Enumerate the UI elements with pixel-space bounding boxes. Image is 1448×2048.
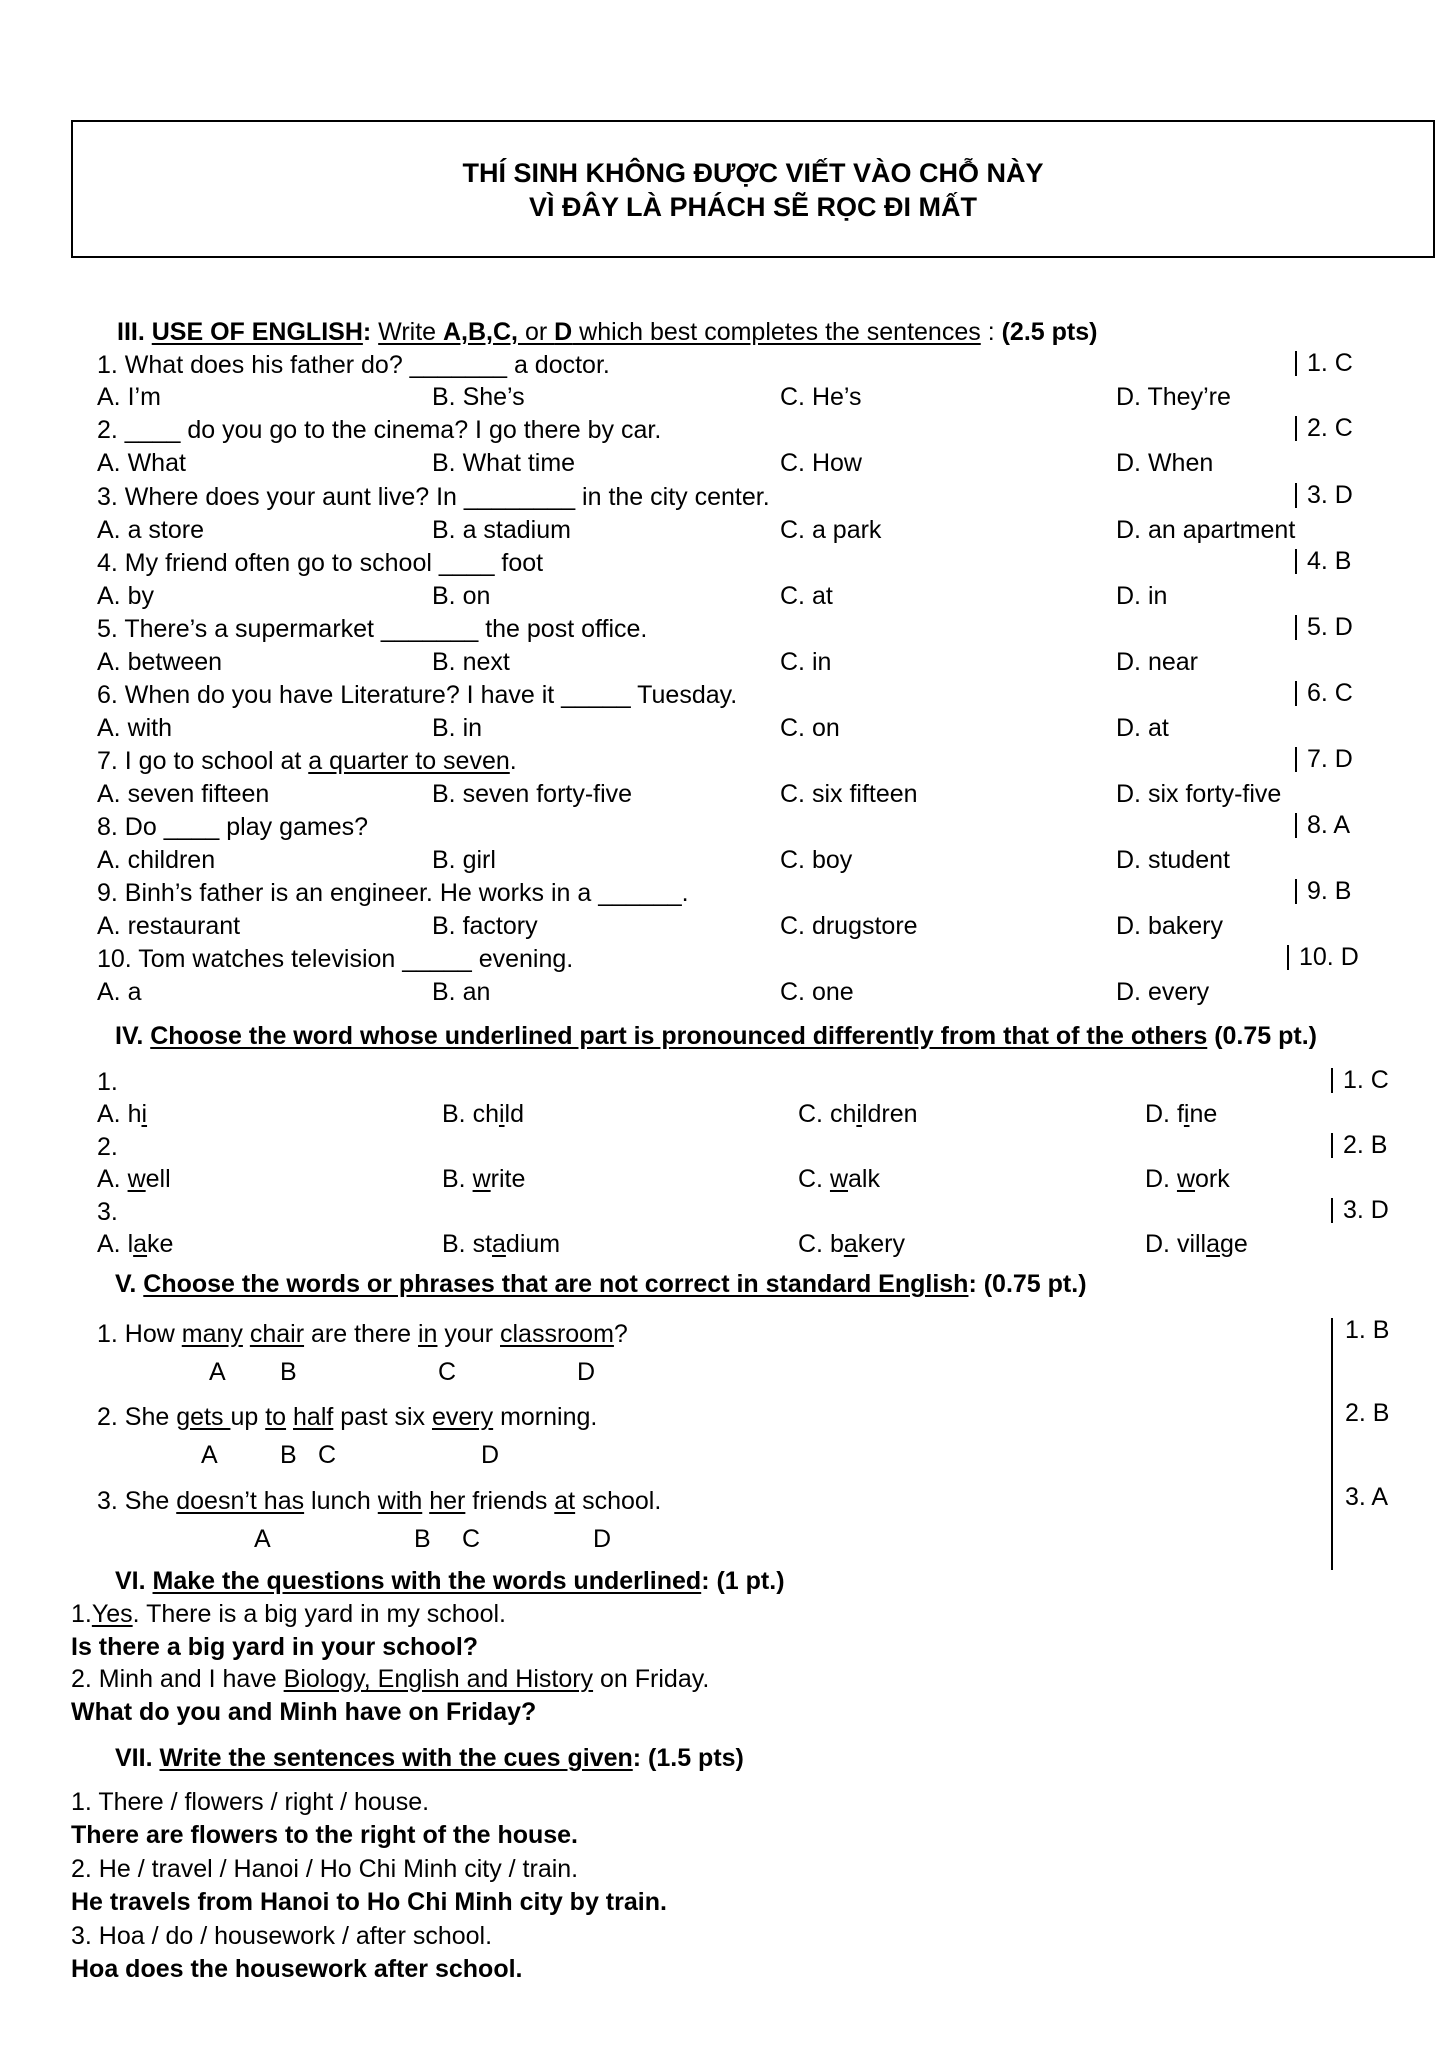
question-2: 2. ____ do you go to the cinema? I go there by car. [97,416,662,444]
pron-item-2-num: 2. [97,1133,118,1161]
s1-p1 [243,1320,250,1348]
pron-3a [97,1232,173,1257]
answer-4: 4. B [1295,549,1351,574]
pron-3d-pre: D. vill [1145,1230,1207,1258]
pron-1a [97,1102,147,1127]
s2-u4: every [431,1403,494,1431]
error-answer-3: 3. A [1345,1483,1389,1511]
option-2b: B. What time [432,449,576,477]
pron-3b-post: dium [505,1230,561,1258]
pron-1d-pre: D. f [1145,1100,1184,1128]
option-4d: D. in [1116,582,1168,610]
question-4: 4. My friend often go to school ____ foot [97,549,544,577]
sec7-answer-1-text: There are flowers to the right of the house. [71,1821,579,1849]
pron-3b-pre: B. st [442,1230,493,1258]
option-10a: A. a [97,978,142,1006]
pron-answer-2: 2. B [1331,1133,1387,1158]
s1-p0: 1. How [97,1320,182,1348]
pron-2a-post: ell [145,1165,171,1193]
s3-u1: doesn’t has [176,1487,305,1515]
option-9a: A. restaurant [97,912,241,940]
section-4-num: IV. [115,1022,144,1050]
s3-p1: lunch [304,1487,378,1515]
option-4c: C. at [780,582,833,610]
option-1b: B. She’s [432,383,525,411]
s3-letter-a: A [254,1525,271,1553]
s1-u4: classroom [500,1320,614,1348]
section-5-title: Choose the words or phrases that are not correct in standard English [143,1270,969,1298]
s1-p2: are there [304,1320,418,1348]
option-9b: B. factory [432,912,538,940]
pron-2a-pre: A. [97,1165,128,1193]
pron-1b-u: i [498,1100,505,1128]
sec7-answer-1 [71,1823,578,1848]
question-3: 3. Where does your aunt live? In ________ in the city center. [97,483,770,511]
option-6c: C. on [780,714,840,742]
s3-letter-d: D [593,1525,612,1553]
sec7-answer-3 [71,1957,522,1982]
answer-7: 7. D [1295,747,1353,772]
sec6-answer-2 [71,1700,536,1725]
sec6-answer-2-text: What do you and Minh have on Friday? [71,1698,537,1726]
option-10c: C. one [780,978,854,1006]
pron-2a [97,1167,171,1192]
instr-part-e: which best completes the sentences [572,318,981,346]
s1-letter-d: D [577,1358,596,1386]
pron-3c [798,1232,905,1257]
s2-p4: morning. [493,1403,598,1431]
header-line-1: THÍ SINH KHÔNG ĐƯỢC VIẾT VÀO CHỖ NÀY [462,158,1044,188]
pron-2d-post: ork [1195,1165,1230,1193]
option-7a: A. seven fifteen [97,780,270,808]
s1-letter-c: C [438,1358,457,1386]
sec6-q2-pre: 2. Minh and I have [71,1665,284,1693]
option-5c: C. in [780,648,832,676]
s2-p1: up [230,1403,266,1431]
section-3-heading [117,320,1097,345]
option-7c: C. six fifteen [780,780,918,808]
s2-p3: past six [333,1403,432,1431]
section-3-colon: : [362,318,372,346]
sec6-answer-1 [71,1635,478,1660]
answer-9: 9. B [1295,879,1351,904]
pron-item-1-num: 1. [97,1068,118,1096]
pron-2d-pre: D. [1145,1165,1177,1193]
instr-part-b: A,B,C, [443,318,518,346]
pron-2c-post: alk [848,1165,880,1193]
answer-6: 6. C [1295,681,1353,706]
section-5-heading [115,1272,1087,1297]
pron-2b [442,1167,525,1192]
pron-3b-u: a [492,1230,506,1258]
option-9d: D. bakery [1116,912,1223,940]
instr-part-d: D [554,318,573,346]
s2-u2: to [265,1403,287,1431]
option-6a: A. with [97,714,173,742]
pron-2c-u: w [829,1165,849,1193]
question-7-post: . [509,747,517,775]
option-3d: D. an apartment [1116,516,1296,544]
question-1: 1. What does his father do? _______ a doctor. [97,351,610,379]
pron-3c-pre: C. b [798,1230,844,1258]
sec7-answer-3-text: Hoa does the housework after school. [71,1955,523,1983]
s3-p3: friends [465,1487,555,1515]
pron-2c [798,1167,880,1192]
pron-3b [442,1232,560,1257]
s1-u3: in [418,1320,438,1348]
error-answer-1: 1. B [1345,1316,1390,1344]
section-5-answer-divider [1331,1318,1333,1570]
option-4b: B. on [432,582,491,610]
pron-2c-pre: C. [798,1165,830,1193]
instr-part-c: or [518,318,555,346]
option-6b: B. in [432,714,483,742]
option-10b: B. an [432,978,491,1006]
sec6-q1-pre: 1. [71,1600,92,1628]
section-3-num: III. [117,318,145,346]
error-sentence-1 [97,1322,628,1347]
option-6d: D. at [1116,714,1169,742]
option-8d: D. student [1116,846,1230,874]
section-7-num: VII. [115,1744,153,1772]
s3-p0: 3. She [97,1487,177,1515]
pron-1a-u: i [141,1100,148,1128]
pron-1d-post: ne [1189,1100,1218,1128]
section-7-heading [115,1746,744,1771]
section-7-points: : (1.5 pts) [632,1744,744,1772]
section-5-points: : (0.75 pt.) [968,1270,1087,1298]
option-4a: A. by [97,582,154,610]
pron-1a-pre: A. h [97,1100,142,1128]
s3-u2: with [377,1487,423,1515]
s1-u2: chair [249,1320,305,1348]
option-2c: C. How [780,449,862,477]
section-4-title: Choose the word whose underlined part is pronounced differently from that of the others [150,1022,1208,1050]
section-3-title: USE OF ENGLISH [151,318,363,346]
section-3-points: (2.5 pts) [1001,318,1098,346]
sec6-q2-underlined: Biology, English and History [283,1665,594,1693]
pron-3a-u: a [133,1230,148,1258]
question-7-pre: 7. I go to school at [97,747,309,775]
s2-letter-c: C [318,1441,337,1469]
error-sentence-2 [97,1405,597,1430]
s1-u1: many [181,1320,243,1348]
answer-1: 1. C [1295,351,1353,376]
pron-3a-post: ke [147,1230,174,1258]
s2-p2 [286,1403,293,1431]
error-sentence-3 [97,1489,661,1514]
section-7-title: Write the sentences with the cues given [159,1744,633,1772]
s3-u4: at [554,1487,576,1515]
s3-p4: school. [575,1487,662,1515]
section-3-instruction [378,318,981,346]
option-3c: C. a park [780,516,882,544]
sec7-cue-2: 2. He / travel / Hanoi / Ho Chi Minh city / train. [71,1855,579,1883]
question-7-underlined: a quarter to seven [308,747,510,775]
header-box [71,120,1435,258]
question-5: 5. There’s a supermarket _______ the post office. [97,615,648,643]
pron-answer-1: 1. C [1331,1068,1389,1093]
option-10d: D. every [1116,978,1210,1006]
s1-p3: your [437,1320,500,1348]
sec7-answer-2-text: He travels from Hanoi to Ho Chi Minh city by train. [71,1888,667,1916]
s1-letter-a: A [209,1358,226,1386]
answer-3: 3. D [1295,483,1353,508]
pron-1c-u: i [856,1100,862,1128]
s2-u3: half [293,1403,334,1431]
pron-1c [798,1102,918,1127]
pron-3c-post: kery [857,1230,905,1258]
option-1d: D. They’re [1116,383,1231,411]
option-1c: C. He’s [780,383,862,411]
section-4-heading [115,1024,1317,1049]
answer-2: 2. C [1295,416,1353,441]
section-5-num: V. [115,1270,137,1298]
s2-u1: gets [176,1403,231,1431]
pron-1c-pre: C. ch [798,1100,857,1128]
section-6-num: VI. [115,1567,146,1595]
option-5b: B. next [432,648,510,676]
pron-3d-post: ge [1220,1230,1248,1258]
pron-answer-3: 3. D [1331,1198,1389,1223]
s2-letter-a: A [201,1441,218,1469]
instr-tail: : [980,318,1002,346]
sec6-answer-1-text: Is there a big yard in your school? [71,1633,479,1661]
pron-1b-pre: B. ch [442,1100,499,1128]
pron-2a-u: w [127,1165,146,1193]
section-6-heading [115,1569,785,1594]
pron-3d [1145,1232,1248,1257]
option-5a: A. between [97,648,223,676]
question-10: 10. Tom watches television _____ evening. [97,945,574,973]
question-7 [97,749,517,774]
pron-1d [1145,1102,1217,1127]
pron-1c-post: ldren [861,1100,918,1128]
s2-letter-d: D [481,1441,500,1469]
pron-2d [1145,1167,1230,1192]
sec7-cue-1: 1. There / flowers / right / house. [71,1788,430,1816]
sec7-answer-2 [71,1890,667,1915]
option-8a: A. children [97,846,216,874]
option-3a: A. a store [97,516,204,544]
option-2a: A. What [97,449,186,477]
sec6-question-2 [71,1667,709,1692]
header-line-2: VÌ ĐÂY LÀ PHÁCH SẼ RỌC ĐI MẤT [528,192,978,222]
pron-3d-u: a [1206,1230,1221,1258]
option-7d: D. six forty-five [1116,780,1282,808]
s3-letter-c: C [462,1525,481,1553]
instr-part-a: Write [378,318,443,346]
error-answer-2: 2. B [1345,1399,1390,1427]
s1-letter-b: B [280,1358,297,1386]
option-8c: C. boy [780,846,853,874]
sec6-q2-post: on Friday. [593,1665,710,1693]
option-8b: B. girl [432,846,496,874]
option-5d: D. near [1116,648,1198,676]
pron-2d-u: w [1176,1165,1196,1193]
section-4-points: (0.75 pt.) [1207,1022,1317,1050]
sec6-q1-post: . There is a big yard in my school. [132,1600,506,1628]
answer-8: 8. A [1295,813,1350,838]
pron-2b-u: w [472,1165,491,1193]
s3-u3: her [429,1487,466,1515]
option-2d: D. When [1116,449,1214,477]
answer-10: 10. D [1287,945,1359,970]
question-8: 8. Do ____ play games? [97,813,369,841]
option-7b: B. seven forty-five [432,780,633,808]
s1-p4: ? [613,1320,628,1348]
pron-item-3-num: 3. [97,1198,118,1226]
option-1a: A. I’m [97,383,161,411]
pron-1d-u: i [1183,1100,1190,1128]
option-9c: C. drugstore [780,912,918,940]
answer-5: 5. D [1295,615,1353,640]
pron-3c-u: a [843,1230,858,1258]
sec6-q1-underlined: Yes [91,1600,133,1628]
question-9: 9. Binh’s father is an engineer. He works in a ______. [97,879,689,907]
pron-1b-post: ld [504,1100,525,1128]
pron-2b-pre: B. [442,1165,473,1193]
s2-letter-b: B [280,1441,297,1469]
pron-1b [442,1102,524,1127]
s2-p0: 2. She [97,1403,177,1431]
section-6-points: : (1 pt.) [701,1567,785,1595]
question-6: 6. When do you have Literature? I have it _____ Tuesday. [97,681,738,709]
option-3b: B. a stadium [432,516,571,544]
section-6-title: Make the questions with the words underlined [152,1567,702,1595]
s3-letter-b: B [414,1525,431,1553]
sec6-question-1 [71,1602,506,1627]
sec7-cue-3: 3. Hoa / do / housework / after school. [71,1922,493,1950]
pron-2b-post: rite [490,1165,526,1193]
pron-3a-pre: A. l [97,1230,134,1258]
